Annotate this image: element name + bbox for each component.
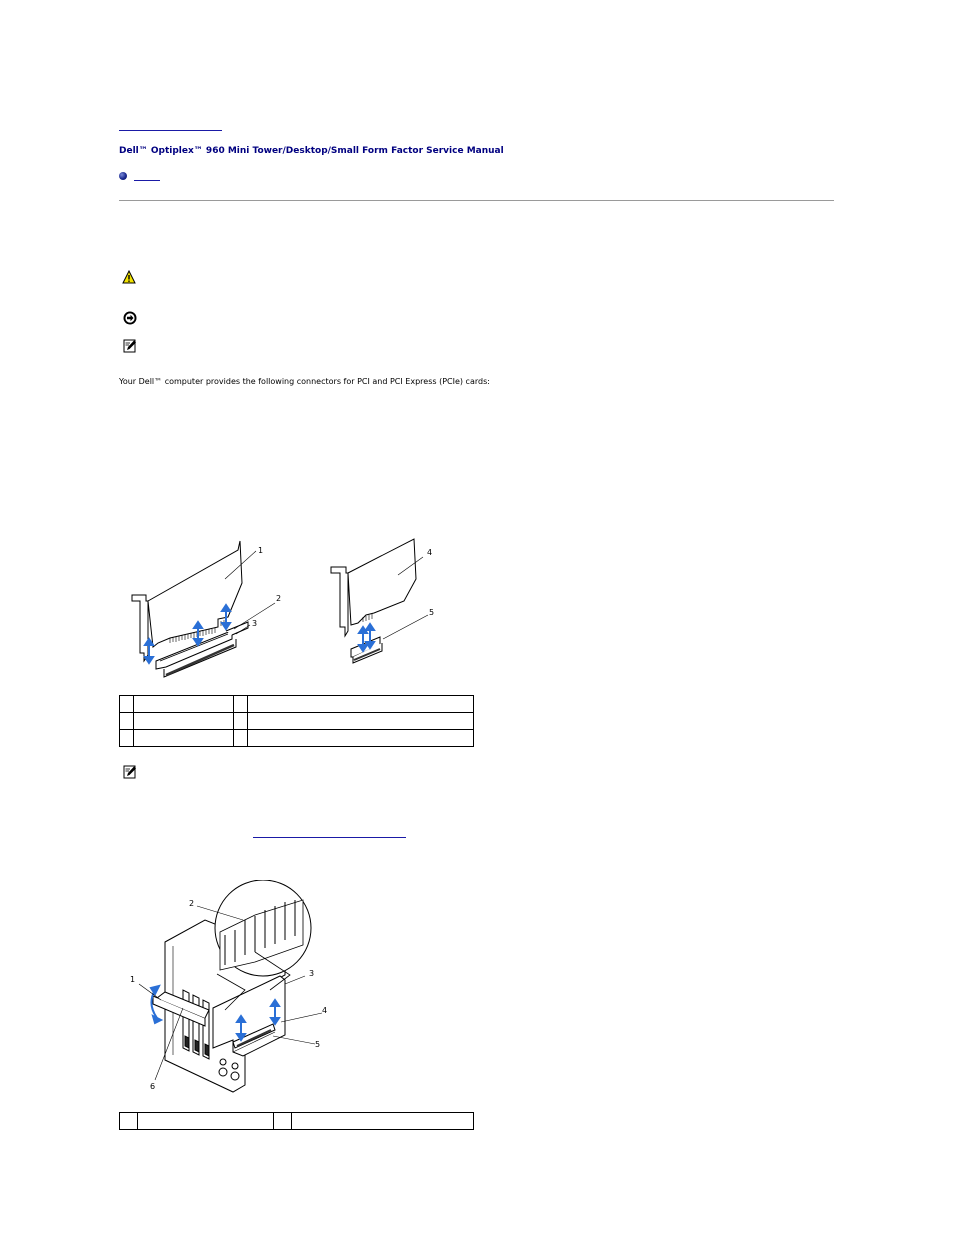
callout-2: 2 <box>276 594 282 603</box>
callout-5: 5 <box>315 1040 321 1049</box>
callout-3: 3 <box>252 619 258 628</box>
callout-6: 6 <box>150 1082 156 1091</box>
callout-4: 4 <box>427 548 433 557</box>
caution-icon <box>122 270 136 284</box>
callout-2: 2 <box>189 899 195 908</box>
callout-5: 5 <box>429 608 435 617</box>
bullet-icon <box>119 172 127 180</box>
note-icon <box>123 339 137 353</box>
note-icon <box>123 765 137 779</box>
figure2-legend-table <box>119 1112 474 1130</box>
callout-3: 3 <box>309 969 315 978</box>
callout-4: 4 <box>322 1006 328 1015</box>
table-row <box>120 1113 474 1130</box>
pci-card-figure <box>118 535 448 680</box>
table-row <box>120 730 474 747</box>
callout-1: 1 <box>130 975 136 984</box>
manual-title: Dell™ Optiplex™ 960 Mini Tower/Desktop/Small Form Factor Service Manual <box>119 146 504 156</box>
section-link[interactable] <box>134 180 160 181</box>
divider <box>119 200 834 201</box>
table-row <box>120 713 474 730</box>
notice-icon <box>123 311 137 325</box>
card-retention-figure <box>125 880 340 1095</box>
procedure-link[interactable] <box>253 837 406 838</box>
figure1-legend-table <box>119 695 474 747</box>
callout-1: 1 <box>258 546 264 555</box>
table-row <box>120 696 474 713</box>
back-to-contents-link[interactable] <box>119 130 222 131</box>
intro-paragraph: Your Dell™ computer provides the following connectors for PCI and PCI Express (PCIe) cards: <box>119 377 490 386</box>
